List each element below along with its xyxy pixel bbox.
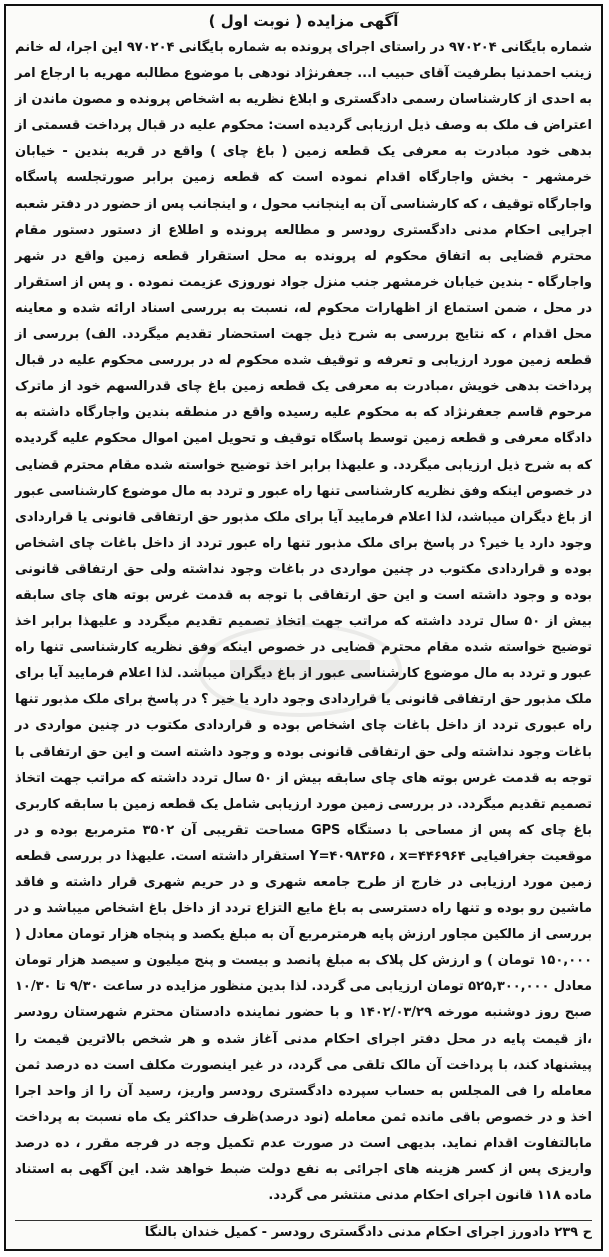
notice-title: آگهی مزایده ( نوبت اول ) — [208, 12, 399, 30]
notice-signature: ح ۲۳۹ دادورز اجرای احکام مدنی دادگستری رودسر - کمیل خندان بالنگا — [15, 1220, 592, 1243]
notice-body: شماره بایگانی ۹۷۰۲۰۴ در راستای اجرای پرونده به شماره بایگانی ۹۷۰۲۰۴ این اجرا، له خانم زینب احمدنیا بطرفیت آقای حبیب ا... جعفرنژاد نودهی با موضوع مطالبه مهریه با ارجاع امر به احدی از کارشناسان رسمی دادگستری و ابلاغ نظریه به اشخاص پرونده و مصون ماندن از اعتراض ف ملک به وصف ذیل ارزیابی گردیده است: محکوم علیه در قبال پرداخت قسمتی از بدهی خود مبادرت به معرفی یک قطعه زمین ( باغ چای ) واقع در قریه بندین - خیابان خرمشهر - بخش واجارگاه اقدام نموده است که قطعه زمین برابر صورتجلسه پاسگاه واجارگاه توقیف ، که کارشناسی آن به اینجانب محول ، و اینجانب پس از حضور در دفتر شعبه اجرایی احکام مدنی دادگستری رودسر و مطالعه پرونده و اطلاع از دستور دستور مقام محترم قضایی به اتفاق محکوم له پرونده به محل استقرار قطعه زمین واقع در شهر واجارگاه - بندین خیابان خرمشهر جنب منزل جواد نوروزی عزیمت نموده . و پس از استقرار در محل ، ضمن استماع از اظهارات محکوم له، نسبت به بررسی اسناد ارائه شده و معاینه محل اقدام ، که نتایج بررسی به شرح ذیل جهت استحضار تقدیم میگردد. الف) بررسی از قطعه زمین مورد ارزیابی و تعرفه و توقیف شده محکوم له در بررسی محکوم علیه در قبال پرداخت بدهی خویش ،مبادرت به معرفی یک قطعه زمین باغ چای قدرالسهم خود از ماترک مرحوم قاسم جعفرنژاد که به محکوم علیه رسیده واقع در منطقه بندین واجارگاه داشته به دادگاه معرفی و قطعه زمین توسط پاسگاه توقیف و تحویل امین اموال محکوم علیه گردیده که به شرح ذیل ارزیابی میگردد. و علیهذا برابر اخذ توضیح خواسته شده مقام محترم قضایی در خصوص اینکه وفق نظریه کارشناسی تنها راه عبور و تردد به مال موضوع کارشناسی عبور از باغ دیگران میباشد، لذا اعلام فرمایید آیا برای ملک مذبور حق ارتفاقی قانونی یا قراردادی وجود دارد یا خیر؟ در پاسخ برای ملک مذبور تنها راه عبور تردد از داخل باغات چای اشخاص بوده و قراردادی مکتوب در چنین مواردی در باغات وجود نداشته ولی حق ارتفاقی قانونی بوده و وجود داشته است و این حق ارتفاقی با توجه به قدمت غرس بوته های چای سابقه بیش از ۵۰ سال تردد داشته که مراتب جهت اتخاذ تصمیم تقدیم میگردد و علیهذا برابر اخذ توضیح خواسته شده مقام محترم قضایی در خصوص اینکه وفق نظریه کارشناسی تنها راه عبور و تردد به مال موضوع کارشناسی عبور از باغ دیگران میباشد. لذا اعلام فرمایید آیا برای ملک مذبور حق ارتفاقی قانونی یا قراردادی وجود دارد یا خیر ؟ در پاسخ برای ملک مذبور تنها راه عبوری تردد از داخل باغات چای اشخاص بوده و قراردادی مکتوب در چنین مواردی در باغات وجود نداشته ولی حق ارتفاقی قانونی بوده و وجود داشته است و این حق ارتفاقی با توجه به قدمت غرس بوته های چای سابقه بیش از ۵۰ سال تردد داشته که مراتب جهت اتخاذ تصمیم تقدیم میگردد. در بررسی زمین مورد ارزیابی شامل یک قطعه زمین با سابقه کاربری باغ چای که پس از مساحی با دستگاه GPS مساحت تقریبی آن ۳۵۰۲ مترمربع بوده و در موقعیت جغرافیایی Y=۴۰۹۸۳۶۵ ، x=۴۴۶۹۶۴ استقرار داشته است. علیهذا در بررسی قطعه زمین مورد ارزیابی در خارج از طرح جامعه شهری و در حریم شهری قرار داشته و فاقد ماشین رو بوده و تنها راه دسترسی به باغ مایع التزاع تردد از داخل باغ اشخاص میباشد و در بررسی از مالکین مجاور ارزش پایه هرمترمربع آن به مبلغ یکصد و پنجاه هزار تومان معادل ( ۱۵۰,۰۰۰ تومان ) و ارزش کل پلاک به مبلغ پانصد و بیست و پنج میلیون و سیصد هزار تومان معادل ۵۲۵,۳۰۰,۰۰۰ تومان ارزیابی می گردد. لذا بدین منظور مزایده در ساعت ۹/۳۰ تا ۱۰/۳۰ صبح روز دوشنبه مورخه ۱۴۰۲/۰۳/۲۹ و با حضور نماینده دادستان محترم شهرستان رودسر ،از قیمت پایه در محل دفتر اجرای احکام مدنی آغاز شده و هر شخص بالاترین قیمت را پیشنهاد کند، با پرداخت آن مالک تلقی می گردد، در غیر اینصورت مکلف است ده درصد ثمن معامله را فی المجلس به حساب سپرده دادگستری رودسر واریز، رسید آن را از واحد اجرا اخذ و در خصوص باقی مانده ثمن معامله (نود درصد)ظرف حداکثر یک ماه نسبت به پرداخت مابالتفاوت اقدام نماید. بدیهی است در صورت عدم تکمیل وجه در فرجه مقرر ، ده درصد واریزی پس از کسر هزینه های اجرائی به نفع دولت ضبط خواهد شد. این آگهی به استناد ماده ۱۱۸ قانون اجرای احکام مدنی منتشر می گردد. — [15, 40, 593, 1204]
auction-notice — [4, 4, 603, 1251]
